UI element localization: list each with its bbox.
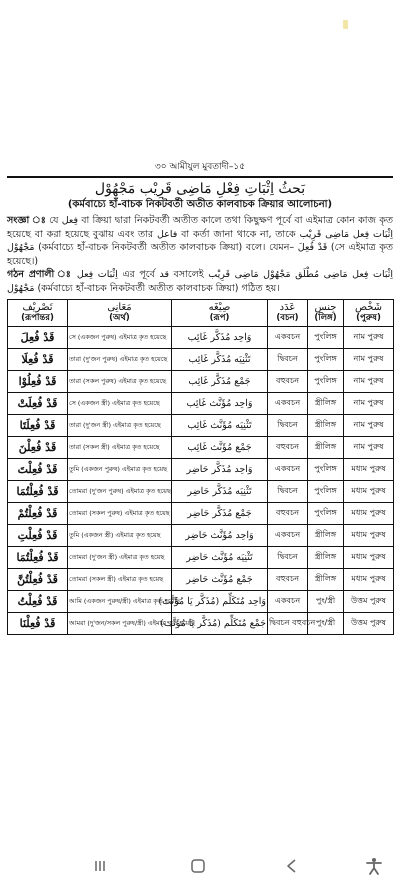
cell-mani: সে (একজন পুরুষ) এইমাত্র কৃত হয়েছে xyxy=(68,327,172,349)
cell-jins: স্ত্রীলিঙ্গ xyxy=(308,437,344,459)
cell-jins: পুংলিঙ্গ xyxy=(308,371,344,393)
cell-shakhs: নাম পুরুষ xyxy=(344,371,394,393)
formation-label: গঠন প্রণালী ঃ xyxy=(7,269,73,280)
cell-tasrif: قَدْ فُعِلَتَا xyxy=(8,415,68,437)
cell-jins: স্ত্রীলিঙ্গ xyxy=(308,525,344,547)
cell-sigha: تَثْنِيَه مُذَكَّر غَائِب xyxy=(172,349,268,371)
cell-shakhs: মধ্যম পুরুষ xyxy=(344,569,394,591)
cell-adad: একবচন xyxy=(268,327,308,349)
accessibility-icon[interactable] xyxy=(362,854,386,878)
cell-adad: দ্বিবচন xyxy=(268,349,308,371)
recent-apps-icon[interactable] xyxy=(88,854,112,878)
cell-sigha: تَثْنِيَه مُذَكَّر حَاضِر xyxy=(172,481,268,503)
table-row xyxy=(8,613,394,635)
page-title-bengali: (কর্মবাচ্যে হাঁ-বাচক নিকটবর্তী অতীত কালবাচক ক্রিয়ার আলোচনা) xyxy=(67,199,333,210)
cell-shakhs: মধ্যম পুরুষ xyxy=(344,481,394,503)
cell-jins: স্ত্রীলিঙ্গ xyxy=(308,393,344,415)
cell-sigha: جَمْع مُذَكَّر حَاضِر xyxy=(172,503,268,525)
cell-mani: তুমি (একজন স্ত্রী) এইমাত্র কৃত হয়েছ xyxy=(68,525,172,547)
cell-shakhs: নাম পুরুষ xyxy=(344,415,394,437)
table-row xyxy=(8,371,394,393)
table-header-row xyxy=(8,300,394,327)
table-row xyxy=(8,503,394,525)
header-jins: جِنس (লিঙ্গ) xyxy=(308,300,344,327)
cell-jins: স্ত্রীলিঙ্গ xyxy=(308,547,344,569)
cell-mani: তোমরা (সকল পুরুষ) এইমাত্র কৃত হয়েছ xyxy=(68,503,172,525)
header-shakhs: شَخْص (পুরুষ) xyxy=(344,300,394,327)
home-icon[interactable] xyxy=(186,854,210,878)
table-row xyxy=(8,591,394,613)
cell-shakhs: নাম পুরুষ xyxy=(344,327,394,349)
definition-paragraph xyxy=(7,214,393,268)
cell-mani: আমরা (দু'জন/সকল পুরুষ/স্ত্রী) এইমাত্র কৃত হয়েছি xyxy=(68,613,172,635)
table-row xyxy=(8,393,394,415)
cell-shakhs: উত্তম পুরুষ xyxy=(344,613,394,635)
cell-jins: পুং/স্ত্রী xyxy=(308,591,344,613)
divider xyxy=(7,176,393,178)
table-row xyxy=(8,415,394,437)
cell-tasrif: قَدْ فُعِلُوْا xyxy=(8,371,68,393)
cell-tasrif: قَدْ فُعِلْتُمَا xyxy=(8,481,68,503)
cell-sigha: تَثْنِيَه مُؤَنَّث حَاضِر xyxy=(172,547,268,569)
cell-sigha: جَمْع مُذَكَّر غَائِب xyxy=(172,371,268,393)
cell-adad: বহুবচন xyxy=(268,569,308,591)
cell-jins: পুং/স্ত্রী xyxy=(308,613,344,635)
back-icon[interactable] xyxy=(280,854,304,878)
cell-mani: তারা (দু'জন স্ত্রী) এইমাত্র কৃত হয়েছে xyxy=(68,415,172,437)
cell-adad: দ্বিবচন বহুবচন xyxy=(268,613,308,635)
cell-shakhs: উত্তম পুরুষ xyxy=(344,591,394,613)
page-title-arabic: بَحثُ اِثْبَاتِ فِعْلِ مَاضِى قَرِيْب مَجْهُوْل xyxy=(94,181,306,197)
table-row xyxy=(8,437,394,459)
table-row xyxy=(8,547,394,569)
cell-sigha: جَمْع مُتَكَلِّم (مُذَكَّر يَا مُؤَنَّث) xyxy=(172,613,268,635)
cell-sigha: وَاحِد مُتَكَلِّم (مُذَكَّر يَا مُؤَنَّث) xyxy=(172,591,268,613)
header-adad: عَدَد (বচন) xyxy=(268,300,308,327)
cell-jins: পুংলিঙ্গ xyxy=(308,503,344,525)
cell-tasrif: قَدْ فُعِلْتُنَّ xyxy=(8,569,68,591)
cell-mani: সে (একজন স্ত্রী) এইমাত্র কৃত হয়েছে xyxy=(68,393,172,415)
cell-tasrif: قَدْ فُعِلَا xyxy=(8,349,68,371)
cell-adad: বহুবচন xyxy=(268,437,308,459)
cell-jins: পুংলিঙ্গ xyxy=(308,459,344,481)
cell-shakhs: মধ্যম পুরুষ xyxy=(344,459,394,481)
cell-mani: তোমরা (সকল স্ত্রী) এইমাত্র কৃত হয়েছ xyxy=(68,569,172,591)
cell-jins: পুংলিঙ্গ xyxy=(308,327,344,349)
book-page xyxy=(7,160,393,635)
table-row xyxy=(8,327,394,349)
table-row xyxy=(8,525,394,547)
cell-adad: বহুবচন xyxy=(268,503,308,525)
conjugation-table xyxy=(7,299,394,635)
cell-tasrif: قَدْ فُعِلْنَ xyxy=(8,437,68,459)
cell-mani: তোমরা (দু'জন স্ত্রী) এইমাত্র কৃত হয়েছ xyxy=(68,547,172,569)
header-sigha: صِيْغَه (রূপ) xyxy=(172,300,268,327)
cell-sigha: وَاحِد مُذَكَّر غَائِب xyxy=(172,327,268,349)
header-mani: مَعَانِى (অর্থ) xyxy=(68,300,172,327)
cell-sigha: وَاحِد مُؤَنَّث غَائِب xyxy=(172,393,268,415)
cell-shakhs: মধ্যম পুরুষ xyxy=(344,547,394,569)
cell-adad: দ্বিবচন xyxy=(268,481,308,503)
cell-sigha: وَاحِد مُؤَنَّث حَاضِر xyxy=(172,525,268,547)
definition-text: যে فِعل বা ক্রিয়া দ্বারা নিকটবর্তী অতীত কালে তথা কিছুক্ষণ পূর্বে বা এইমাত্র কোন কাজ কৃত হয়েছে বা করা হয়েছে বুঝায় এবং তার فاعل বা কর্তা জানা থাকে না, তাকে اِثْبَات فِعل مَاضِى قَرِيْب مَجْهُوْل (কর্মবাচ্যে হাঁ-বাচক নিকটবর্তী অতীত কালবাচক ক্রিয়া) বলে। যেমন– قَدْ فُعِلَ (সে এইমাত্র কৃত হয়েছে।) xyxy=(7,215,393,267)
cell-adad: দ্বিবচন xyxy=(268,547,308,569)
table-row xyxy=(8,569,394,591)
cell-tasrif: قَدْ فُعِلْتَ xyxy=(8,459,68,481)
cell-adad: একবচন xyxy=(268,459,308,481)
cell-sigha: تَثْنِيَه مُؤَنَّث غَائِب xyxy=(172,415,268,437)
header-tasrif: تَصْرِيْف (রূপান্তর) xyxy=(8,300,68,327)
table-row xyxy=(8,349,394,371)
formation-paragraph xyxy=(7,268,393,295)
cell-jins: পুংলিঙ্গ xyxy=(308,481,344,503)
cell-shakhs: মধ্যম পুরুষ xyxy=(344,525,394,547)
cell-tasrif: قَدْ فُعِلْتُمَا xyxy=(8,547,68,569)
android-navigation-bar xyxy=(0,842,400,889)
cell-jins: স্ত্রীলিঙ্গ xyxy=(308,569,344,591)
table-row xyxy=(8,481,394,503)
cell-shakhs: নাম পুরুষ xyxy=(344,393,394,415)
cell-tasrif: قَدْ فُعِلْتُمْ xyxy=(8,503,68,525)
cell-mani: আমি (একজন পুরুষ/স্ত্রী) এইমাত্র কৃত হয়েছি xyxy=(68,591,172,613)
cell-shakhs: নাম পুরুষ xyxy=(344,349,394,371)
cell-tasrif: قَدْ فُعِلْتِ xyxy=(8,525,68,547)
cell-tasrif: قَدْ فُعِلَتْ xyxy=(8,393,68,415)
cell-adad: একবচন xyxy=(268,525,308,547)
cell-adad: দ্বিবচন xyxy=(268,415,308,437)
cell-adad: বহুবচন xyxy=(268,371,308,393)
definition-label: সংজ্ঞা ঃ xyxy=(7,215,46,226)
formation-text: اِثْبَات فِعل এর পূর্বে قد বসালেই اِثْبَات فِعل مَاضِى مُطْلَق مَجْهُوْل مَاضِى قَرِيْب مَجْهُوْل (কর্মবাচ্যে হাঁ-বাচক নিকটবর্তী অতীত কালবাচক ক্রিয়া) গঠিত হয়। xyxy=(7,269,393,294)
cell-shakhs: নাম পুরুষ xyxy=(344,437,394,459)
cell-mani: তারা (সকল স্ত্রী) এইমাত্র কৃত হয়েছে xyxy=(68,437,172,459)
cell-tasrif: قَدْ فُعِلْنَا xyxy=(8,613,68,635)
cell-tasrif: قَدْ فُعِلَ xyxy=(8,327,68,349)
cell-mani: তারা (দু'জন পুরুষ) এইমাত্র কৃত হয়েছে xyxy=(68,349,172,371)
cell-shakhs: মধ্যম পুরুষ xyxy=(344,503,394,525)
cell-mani: তোমরা (দু'জন পুরুষ) এইমাত্র কৃত হয়েছ xyxy=(68,481,172,503)
cell-mani: তারা (সকল পুরুষ) এইমাত্র কৃত হয়েছে xyxy=(68,371,172,393)
cell-mani: তুমি (একজন পুরুষ) এইমাত্র কৃত হয়েছ xyxy=(68,459,172,481)
running-head: ৩০ আমীযুল মুবতাদী–১৫ xyxy=(154,162,246,172)
cell-sigha: وَاحِد مُذَكَّر حَاضِر xyxy=(172,459,268,481)
cell-jins: পুংলিঙ্গ xyxy=(308,349,344,371)
status-indicator xyxy=(343,20,348,29)
cell-adad: একবচন xyxy=(268,591,308,613)
table-row xyxy=(8,459,394,481)
cell-tasrif: قَدْ فُعِلْتُ xyxy=(8,591,68,613)
cell-jins: স্ত্রীলিঙ্গ xyxy=(308,415,344,437)
cell-sigha: جَمْع مُؤَنَّث حَاضِر xyxy=(172,569,268,591)
cell-sigha: جَمْع مُؤَنَّث غَائِب xyxy=(172,437,268,459)
cell-adad: একবচন xyxy=(268,393,308,415)
